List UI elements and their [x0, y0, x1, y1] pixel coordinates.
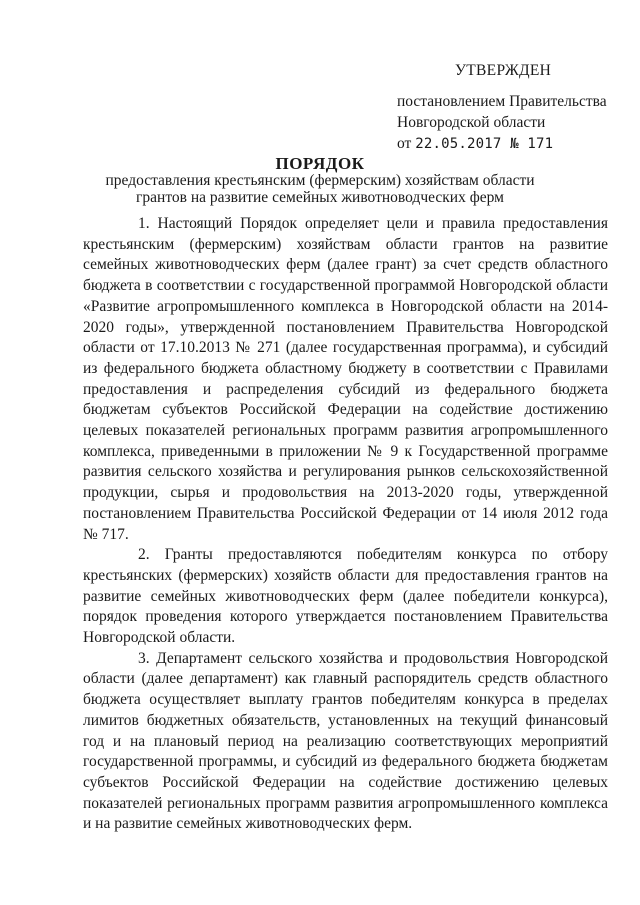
approval-date-number: 22.05.2017 № 171: [415, 136, 554, 152]
document-title: ПОРЯДОК: [275, 154, 365, 173]
approval-line-2: Новгородской области: [397, 114, 546, 131]
approval-date-line: [397, 133, 627, 155]
approval-stamp: [397, 60, 627, 155]
approval-heading: УТВЕРЖДЕН: [455, 62, 552, 79]
paragraph-1: 1. Настоящий Порядок определяет цели и правила предоставления крестьянским (фермерским) хозяйствам области грантов на развитие семейных животноводческих ферм (далее грант) за счет средств областного бюджета в соответствии с государственной программой Новгородской области «Развитие агропромышленного комплекса в Новгородской области на 2014-2020 годы», утвержденной постановлением Правительства Новгородской области от 17.10.2013 № 271 (далее государственная программа), и субсидий из федерального бюджета областному бюджету в соответствии с Правилами предоставления и распределения субсидий из федерального бюджета бюджетам субъектов Российской Федерации на содействие достижению целевых показателей региональных программ развития агропромышленного комплекса, приведенными в приложении № 9 к Государственной программе развития сельского хозяйства и регулирования рынков сельскохозяйственной продукции, сырья и продовольствия на 2013-2020 годы, утвержденной постановлением Правительства Российской Федерации от 14 июля 2012 года № 717.: [83, 215, 608, 543]
approval-line-1: постановлением Правительства: [397, 93, 607, 110]
paragraph-2: 2. Гранты предоставляются победителям конкурса по отбору крестьянских (фермерских) хозяйств области для предоставления грантов на развитие семейных животноводческих ферм (далее победители конкурса), порядок проведения которого утверждается постановлением Правительства Новгородской области.: [83, 546, 608, 647]
document-subtitle: предоставления крестьянским (фермерским) хозяйствам области грантов на развитие семейных животноводческих ферм: [105, 172, 535, 206]
document-body: [83, 214, 608, 835]
paragraph-3: 3. Департамент сельского хозяйства и продовольствия Новгородской области (далее департамент) как главный распорядитель средств областного бюджета осуществляет выплату грантов победителям конкурса в пределах лимитов бюджетных обязательств, установленных на текущий финансовый год и на плановый период на реализацию соответствующих мероприятий государственной программы, и субсидий из федерального бюджета бюджетам субъектов Российской Федерации на содействие достижению целевых показателей региональных программ развития агропромышленного комплекса и на развитие семейных животноводческих ферм.: [83, 649, 608, 833]
approval-date-prefix: от: [397, 135, 412, 152]
